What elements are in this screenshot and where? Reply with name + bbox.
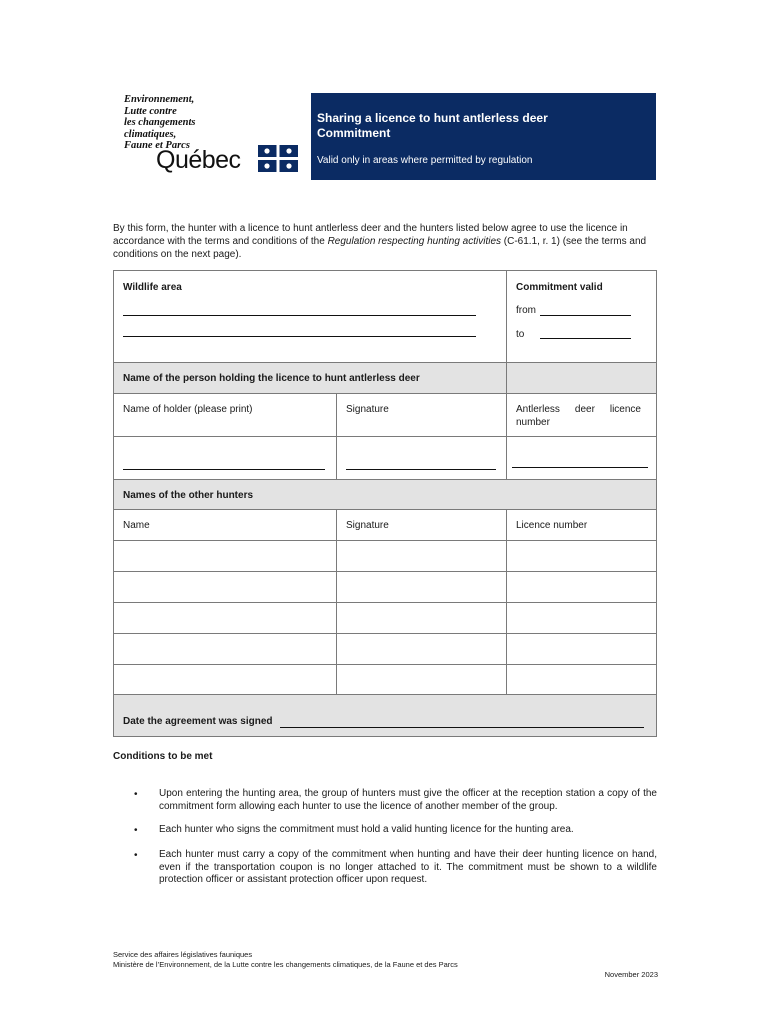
hunter-licence-cell[interactable] — [506, 541, 656, 571]
hunter-licence-cell[interactable] — [506, 665, 656, 694]
logo-line: Faune et Parcs — [124, 140, 190, 151]
quebec-wordmark: Québec — [156, 146, 241, 174]
holder-signature-label: Signature — [346, 404, 389, 415]
holder-name-field[interactable] — [123, 469, 325, 470]
others-labels-row — [114, 509, 656, 540]
holder-input-row — [114, 436, 656, 479]
bullet-1: • — [134, 789, 138, 800]
footer-date: November 2023 — [604, 970, 658, 979]
holder-section-title: Name of the person holding the licence to hunt antlerless deer — [123, 373, 420, 384]
date-signed-row — [114, 694, 656, 736]
other-name-label: Name — [123, 520, 150, 531]
others-section-row — [114, 479, 656, 509]
holder-section-empty — [506, 363, 656, 393]
wildlife-area-line-2[interactable] — [123, 336, 476, 337]
other-signature-label: Signature — [346, 520, 389, 531]
others-section-title: Names of the other hunters — [123, 490, 254, 501]
from-date-field[interactable] — [540, 315, 631, 316]
table-row — [114, 664, 656, 694]
bullet-3: • — [134, 850, 138, 861]
table-row — [114, 540, 656, 571]
ministry-logo-text — [124, 94, 234, 152]
date-signed-field[interactable] — [280, 727, 644, 728]
hunter-name-cell[interactable] — [114, 634, 336, 664]
form-title — [317, 111, 548, 141]
holder-signature-field[interactable] — [346, 469, 496, 470]
date-signed-label: Date the agreement was signed — [123, 716, 273, 727]
table-row — [114, 602, 656, 633]
intro-part1: By this form, the hunter with a licence to hunt antlerless deer and the hunters listed below agree to use the licence in accordance with the terms and conditions of the — [113, 223, 628, 247]
intro-paragraph — [113, 222, 658, 261]
hunter-name-cell[interactable] — [114, 541, 336, 571]
hunter-name-cell[interactable] — [114, 665, 336, 694]
condition-item-2: Each hunter who signs the commitment must hold a valid hunting licence for the hunting area. — [159, 824, 574, 835]
conditions-title: Conditions to be met — [113, 751, 213, 762]
hunter-licence-cell[interactable] — [506, 634, 656, 664]
to-date-field[interactable] — [540, 338, 631, 339]
hunter-signature-cell[interactable] — [336, 634, 506, 664]
hunter-name-cell[interactable] — [114, 572, 336, 602]
hunter-signature-cell[interactable] — [336, 572, 506, 602]
from-label: from — [516, 305, 536, 316]
form-header — [311, 93, 656, 180]
hunter-licence-cell[interactable] — [506, 572, 656, 602]
holder-labels-row — [114, 393, 656, 436]
wildlife-area-cell — [114, 271, 506, 363]
intro-part2: (C-61.1, r. 1) (see the terms and conditions on the next page). — [113, 236, 647, 260]
commitment-valid-label: Commitment valid — [516, 282, 603, 293]
logo-line: Environnement, — [124, 94, 195, 105]
deer-licence-field[interactable] — [512, 467, 648, 468]
hunter-signature-cell[interactable] — [336, 665, 506, 694]
regulation-name: Regulation respecting hunting activities — [327, 236, 502, 247]
logo-line: climatiques, — [124, 128, 177, 140]
hunter-signature-cell[interactable] — [336, 541, 506, 571]
footer-service: Service des affaires législatives fauniques — [113, 950, 253, 959]
logo-line: Lutte contre — [124, 105, 177, 117]
commitment-form — [113, 270, 657, 737]
bullet-2: • — [134, 825, 138, 836]
table-row — [114, 571, 656, 602]
condition-item-3: Each hunter must carry a copy of the commitment when hunting and have their deer hunting licence on hand, even if the transportation coupon is no longer attached to it. The commitment must be shown to a wildlife protection officer or assistant protection officer upon request. — [159, 849, 657, 885]
condition-item-1: Upon entering the hunting area, the group of hunters must give the officer at the reception station a copy of the commitment form allowing each hunter to use the licence of another member of the group. — [159, 788, 657, 812]
footer-ministry: Ministère de l’Environnement, de la Lutte contre les changements climatiques, de la Faune et des Parcs — [113, 960, 458, 969]
form-title-line2: Commitment — [317, 126, 391, 140]
hunter-licence-cell[interactable] — [506, 603, 656, 633]
logo-line: les changements — [124, 117, 196, 128]
wildlife-row — [114, 271, 656, 363]
hunter-name-cell[interactable] — [114, 603, 336, 633]
validity-note: Valid only in areas where permitted by regulation — [317, 155, 533, 166]
to-label: to — [516, 329, 525, 340]
other-licence-label: Licence number — [516, 520, 588, 531]
table-row — [114, 633, 656, 664]
wildlife-area-label: Wildlife area — [123, 282, 182, 293]
quebec-flag-icon — [258, 145, 298, 172]
commitment-valid-cell — [506, 271, 656, 363]
holder-name-label: Name of holder (please print) — [123, 404, 253, 415]
wildlife-area-line-1[interactable] — [123, 315, 476, 316]
deer-licence-label: Antlerless deer licence number — [516, 404, 641, 428]
form-title-line1: Sharing a licence to hunt antlerless deer — [317, 111, 548, 125]
hunter-signature-cell[interactable] — [336, 603, 506, 633]
holder-section-row — [114, 362, 656, 393]
